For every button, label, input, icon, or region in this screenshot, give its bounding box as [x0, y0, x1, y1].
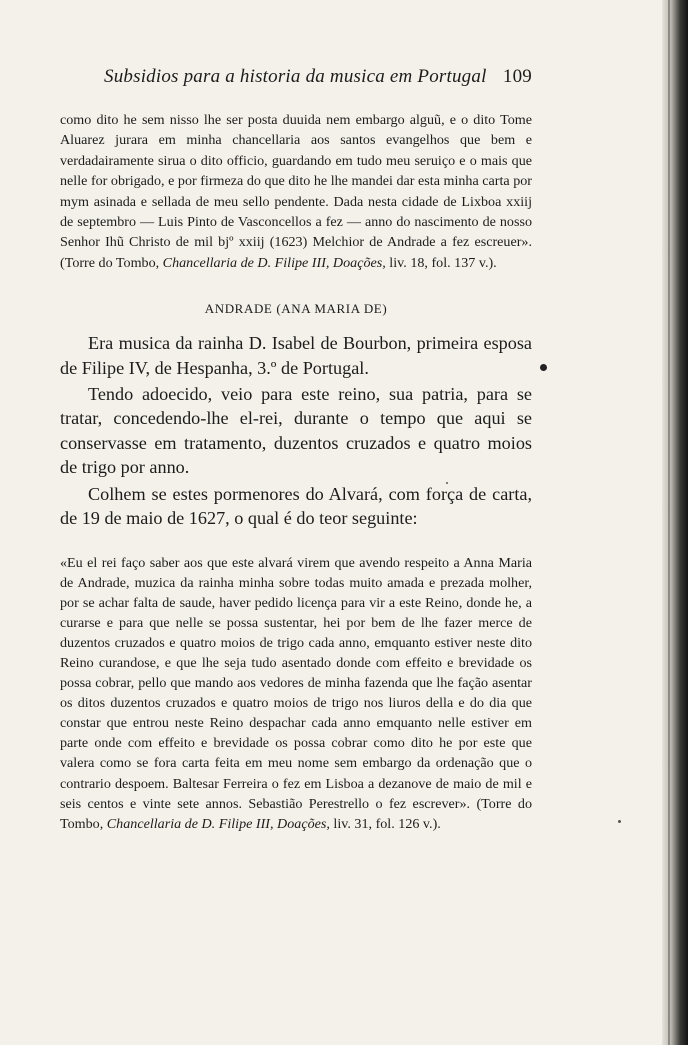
paper-speck — [446, 482, 448, 484]
section-heading: ANDRADE (ANA MARIA DE) — [204, 301, 388, 317]
continuation-citation-end: liv. 18, fol. 137 v.). — [385, 254, 497, 271]
margin-dot — [540, 364, 547, 371]
paper-speck — [618, 820, 621, 823]
page-gutter-shadow — [662, 0, 688, 1045]
alvara-quote — [60, 553, 532, 834]
continuation-text: como dito he sem nisso lhe ser posta duuida nem embargo alguũ, e o dito Tome Aluarez jurara em minha chancellaria aos santos evangelhos que bem e verdadairamente sirua o dito officio, guardando em tudo meu seruiço e o mais que nelle for obrigado, e por firmeza do que dito he lhe mandei dar esta minha carta por mym asinada e sellada de meu sello pendente. Dada nesta cidade de Lixboa xxiij de septembro — Luis Pinto de Vasconcellos a fez — anno do nascimento de nosso Senhor Ihũ Christo de mil bjº xxiij (1623) Melchior de Andrade a fez escreuer». (Torre do Tombo, — [60, 112, 532, 271]
body-paragraph-3: Colhem se estes pormenores do Alvará, com força de carta, de 19 de maio de 1627, o qual é do teor seguinte: — [60, 483, 532, 529]
alvara-citation-end: liv. 31, fol. 126 v.). — [329, 815, 441, 832]
running-head — [104, 66, 532, 88]
body-paragraph-1: Era musica da rainha D. Isabel de Bourbon, primeira esposa de Filipe IV, de Hespanha, 3.º de Portugal. — [60, 333, 532, 378]
continuation-citation-italic: Chancellaria de D. Filipe III, Doações, — [162, 254, 386, 271]
page-edge-line — [668, 0, 670, 1045]
alvara-citation-italic: Chancellaria de D. Filipe III, Doações, — [106, 815, 330, 832]
page-number: 109 — [502, 66, 532, 87]
running-head-title: Subsidios para a historia da musica em Portugal — [104, 66, 487, 87]
book-page — [60, 66, 532, 834]
body-paragraph-2: Tendo adoecido, veio para este reino, sua patria, para se tratar, concedendo-lhe el-rei, durante o tempo que aqui se conservasse em tratamento, duzentos cruzados e quatro moios de trigo por anno. — [60, 384, 532, 478]
alvara-quote-text: «Eu el rei faço saber aos que este alvará virem que avendo respeito a Anna Maria de Andrade, muzica da rainha minha sobre todas muito amada e prezada molher, por se achar falta de saude, haver pedido licença para vir a este Reino, donde he, a curarse e para que nelle se possa sustentar, hei por bem de lhe fazer merce de duzentos cruzados e quatro moios de trigo cada anno, emquanto estiver neste dito Reino curandose, e que lhe seja tudo asentado donde com effeito e brevidade os possa cobrar, pello que mando aos vedores de minha fazenda que lhe fação asentar os ditos duzentos cruzados e quatro moios de trigo nos liuros della e do dia que constar que entrou neste Reino despachar cada anno emquanto nelle estiver em parte onde com effeito e brevidade os possa cobrar como dito he por este que valera como se fora carta feita em meu nome sem embargo da ordenação que o contrario despoem. Baltesar Ferreira o fez em Lisboa a dezanove de maio de mil e seis centos e vinte sete annos. Sebastião Perestrello o fez escrever». (Torre do Tombo, — [60, 554, 532, 832]
continuation-paragraph — [60, 110, 532, 273]
